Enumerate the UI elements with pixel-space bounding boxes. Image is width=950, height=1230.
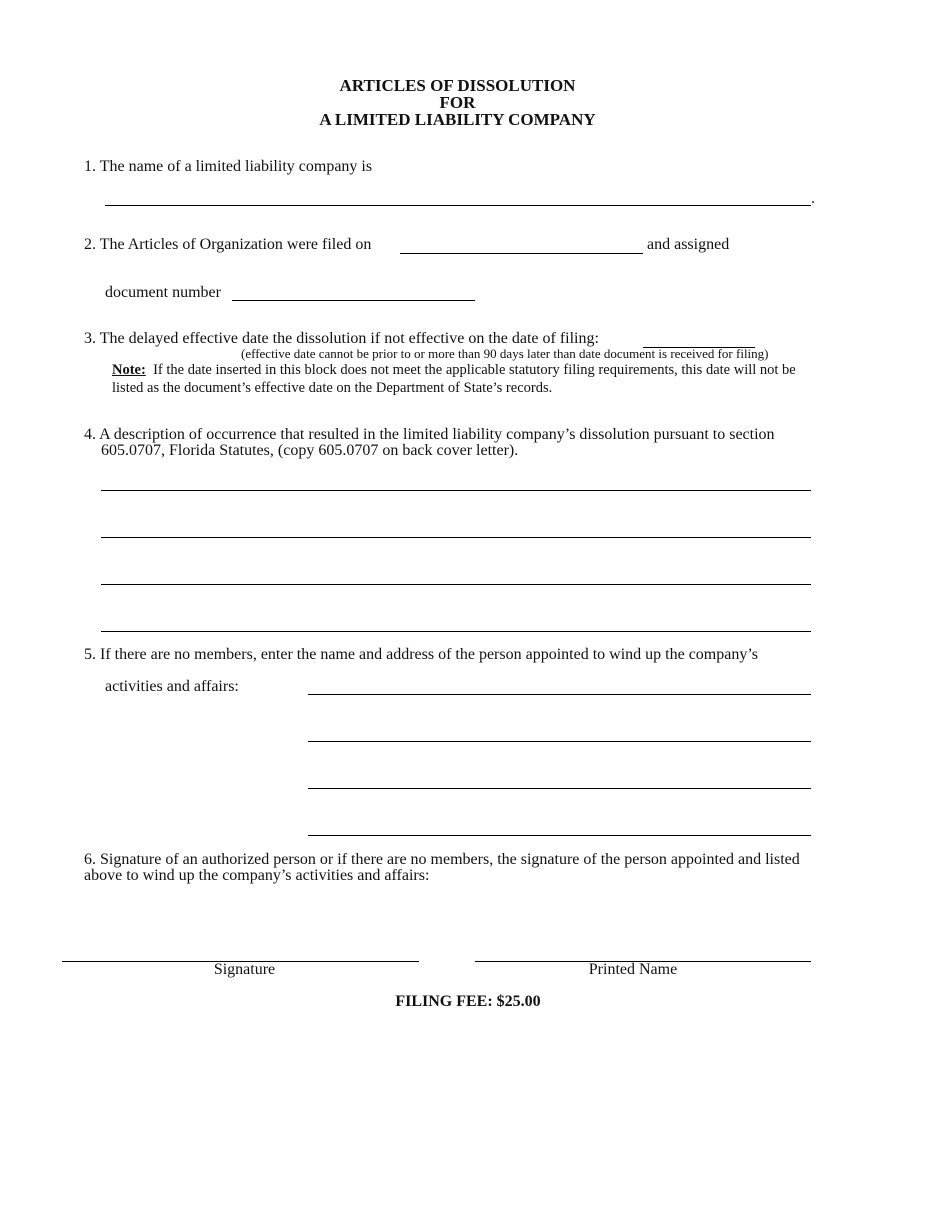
note-line-1 bbox=[112, 362, 796, 379]
description-line-4[interactable] bbox=[101, 631, 811, 632]
item-2-and-assigned: and assigned bbox=[647, 236, 730, 253]
title-line-2: FOR bbox=[439, 93, 476, 112]
winding-up-address-line-3[interactable] bbox=[308, 788, 811, 789]
description-line-1[interactable] bbox=[101, 490, 811, 491]
printed-name-label: Printed Name bbox=[588, 961, 678, 978]
winding-up-address-line-2[interactable] bbox=[308, 741, 811, 742]
item-2-label: 2. The Articles of Organization were filed on bbox=[84, 236, 372, 253]
item-5-line-2: activities and affairs: bbox=[105, 678, 239, 695]
title-line-3: A LIMITED LIABILITY COMPANY bbox=[319, 110, 596, 129]
document-number-field[interactable] bbox=[232, 300, 475, 301]
description-line-3[interactable] bbox=[101, 584, 811, 585]
item-3-label: 3. The delayed effective date the dissolution if not effective on the date of filing: bbox=[84, 330, 599, 347]
note-line-2: listed as the document’s effective date on the Department of State’s records. bbox=[112, 380, 553, 396]
item-1-period: . bbox=[811, 190, 815, 207]
note-label: Note: bbox=[112, 362, 146, 378]
item-4-line-1: 4. A description of occurrence that resulted in the limited liability company’s dissolution pursuant to section bbox=[84, 426, 775, 443]
winding-up-address-line-1[interactable] bbox=[308, 694, 811, 695]
item-6-line-2: above to wind up the company’s activities and affairs: bbox=[84, 867, 430, 884]
document-number-label: document number bbox=[105, 284, 221, 301]
filed-on-date-field[interactable] bbox=[400, 253, 643, 254]
item-1-label: 1. The name of a limited liability company is bbox=[84, 158, 373, 175]
filing-fee: FILING FEE: $25.00 bbox=[395, 993, 541, 1010]
description-line-2[interactable] bbox=[101, 537, 811, 538]
signature-label: Signature bbox=[213, 961, 276, 978]
item-5-line-1: 5. If there are no members, enter the name and address of the person appointed to wind up the company’s bbox=[84, 646, 759, 663]
effective-date-hint: (effective date cannot be prior to or more than 90 days later than date document is received for filing) bbox=[241, 346, 769, 361]
company-name-field[interactable] bbox=[105, 205, 811, 206]
winding-up-address-line-4[interactable] bbox=[308, 835, 811, 836]
note-text-1: If the date inserted in this block does not meet the applicable statutory filing requirements, this date will not be bbox=[153, 362, 796, 378]
item-4-line-2: 605.0707, Florida Statutes, (copy 605.0707 on back cover letter). bbox=[101, 442, 519, 459]
item-6-line-1: 6. Signature of an authorized person or if there are no members, the signature of the person appointed and listed bbox=[84, 851, 800, 868]
title-line-1: ARTICLES OF DISSOLUTION bbox=[339, 76, 576, 95]
